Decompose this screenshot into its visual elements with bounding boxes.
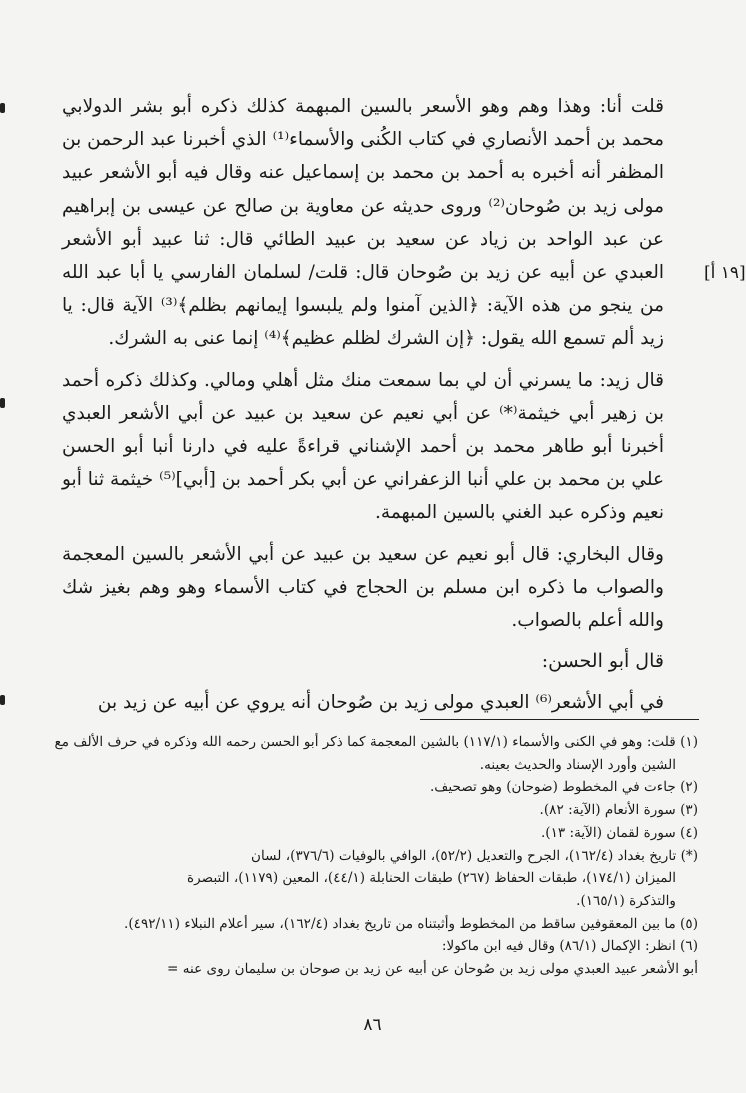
paragraph-4: في أبي الأشعر⁽⁶⁾ العبدي مولى زيد بن صُوحان أنه يروي عن أبيه عن زيد بن <box>97 692 664 714</box>
footnote-6-continuation: أبو الأشعر عبيد العبدي مولى زيد بن صُوحان عن أبيه عن زيد بن صوحان بن سليمان روى عنه = <box>167 961 698 978</box>
section-heading: قال أبو الحسن: <box>541 650 664 673</box>
footnote-separator <box>420 719 699 720</box>
page-number: ٨٦ <box>363 1015 382 1035</box>
footnote-2: (٢) جاءت في المخطوط (ضوحان) وهو تصحيف. <box>429 779 698 796</box>
paragraph-2: قال زيد: ما يسرني أن لي بما سمعت منك مثل أهلي ومالي. وكذلك ذكره أحمد بن زهير أبي خيثمة⁽*⁾ عن أبي نعيم عن سعيد بن عبيد عن أبي الأشعر العبدي أخبرنا أبو طاهر محمد بن أحمد الإشناني قراءةً عليه في دارنا أنبا أبو الحسن علي بن محمد بن علي أنبا الزعفراني عن أبي بكر أحمد بن [أبي]⁽⁵⁾ خيثمة ثنا أبو نعيم وذكره عبد الغني بالسين المبهمة. <box>62 369 664 524</box>
footnote-5: (٥) ما بين المعقوفين ساقط من المخطوط وأثبتناه من تاريخ بغداد (١٦٢/٤)، سير أعلام النبلاء (٤٩٢/١١). <box>124 915 698 932</box>
footnote-star: (*) تاريخ بغداد (١٦٢/٤)، الجرح والتعديل (٥٢/٢)، الوافي بالوفيات (٣٧٦/٦)، لسان <box>251 847 698 864</box>
footnote-6: (٦) انظر: الإكمال (٨٦/١) وقال فيه ابن ماكولا: <box>441 938 698 955</box>
footnote-star-continuation-2: والتذكرة (١٦٥/١). <box>576 892 676 909</box>
scan-edge-mark <box>0 695 5 705</box>
footnotes <box>52 731 698 981</box>
main-text <box>62 90 702 720</box>
paragraph-3: وقال البخاري: قال أبو نعيم عن سعيد بن عبيد عن أبي الأشعر بالسين المعجمة والصواب ما ذكره ابن مسلم بن الحجاج في كتاب الأسماء وهو وهم بغيز شك والله أعلم بالصواب. <box>62 543 664 632</box>
scan-edge-mark <box>0 103 5 113</box>
scan-edge-mark <box>0 398 5 408</box>
footnote-1-continuation: الشين وأورد الإسناد والحديث بعينه. <box>479 756 676 773</box>
paragraph-1: قلت أنا: وهذا وهم وهو الأسعر بالسين المبهمة كذلك ذكره أبو بشر الدولابي محمد بن أحمد الأنصاري في كتاب الكُنى والأسماء⁽¹⁾ الذي أخبرنا عبد الرحمن بن المظفر أنه أخبره به أحمد بن محمد بن إسماعيل عنه وقال فيه أبو الأشعر عبيد مولى زيد بن صُوحان⁽²⁾ وروى حديثه عن معاوية بن صالح عن عيسى بن إبراهيم عن عبد الواحد بن زياد عن سعيد بن عبيد الطائي قال: ثنا عبيد أبو الأشعر العبدي عن أبيه عن زيد بن صُوحان قال: قلت/ لسلمان الفارسي يا أبا عبد الله من ينجو من هذه الآية: ﴿الذين آمنوا ولم يلبسوا إيمانهم بظلم﴾⁽³⁾ الآية قال: يا زيد ألم تسمع الله يقول: ﴿إن الشرك لظلم عظيم﴾⁽⁴⁾ إنما عنى به الشرك. <box>62 96 664 350</box>
footnote-3: (٣) سورة الأنعام (الآية: ٨٢). <box>539 802 698 819</box>
footnote-star-continuation-1: الميزان (١٧٤/١)، طبقات الحفاظ (٢٦٧) طبقات الحنابلة (٤٤/١)، المعين (١١٧٩)، التبصرة <box>187 870 676 887</box>
footnote-4: (٤) سورة لقمان (الآية: ١٣). <box>540 824 698 841</box>
footnote-1: (١) قلت: وهو في الكنى والأسماء (١١٧/١) بالشين المعجمة كما ذكر أبو الحسن رحمه الله وذكره في حرف الألف مع <box>54 734 698 750</box>
manuscript-folio-marker: [١٩ أ] <box>704 263 746 283</box>
